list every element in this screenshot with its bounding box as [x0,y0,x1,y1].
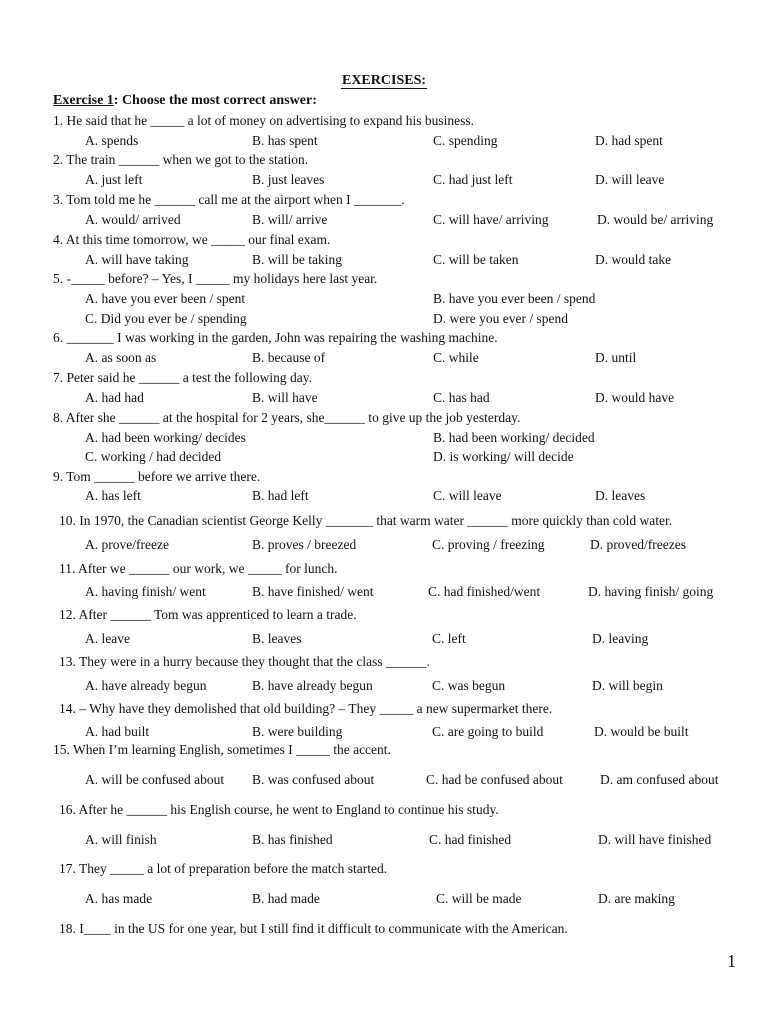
option-6c[interactable]: C. while [433,350,479,365]
option-5c[interactable]: C. Did you ever be / spending [85,311,247,326]
option-12b[interactable]: B. leaves [252,631,302,646]
option-10a[interactable]: A. prove/freeze [85,537,169,552]
option-4c[interactable]: C. will be taken [433,252,519,267]
page-number: 1 [727,951,736,971]
exercise-number: Exercise 1 [53,93,114,108]
option-8c[interactable]: C. working / had decided [85,449,222,464]
question-12: 12. After ______ Tom was apprenticed to learn a trade. [59,607,357,622]
option-12c[interactable]: C. left [432,631,466,646]
question-13: 13. They were in a hurry because they thought that the class ______. [59,654,430,669]
option-2b[interactable]: B. just leaves [252,172,325,187]
option-12a[interactable]: A. leave [85,631,130,646]
option-17a[interactable]: A. has made [85,891,153,906]
option-4b[interactable]: B. will be taking [252,252,342,267]
option-11a[interactable]: A. having finish/ went [85,584,206,599]
option-9a[interactable]: A. has left [85,488,141,503]
option-15b[interactable]: B. was confused about [252,772,375,787]
option-2d[interactable]: D. will leave [595,172,665,187]
option-10d[interactable]: D. proved/freezes [590,537,686,552]
question-9: 9. Tom ______ before we arrive there. [53,469,261,484]
option-16a[interactable]: A. will finish [85,832,157,847]
option-16d[interactable]: D. will have finished [598,832,712,847]
question-1: 1. He said that he _____ a lot of money on advertising to expand his business. [53,113,475,128]
question-11: 11. After we ______ our work, we _____ for lunch. [59,561,338,576]
option-10b[interactable]: B. proves / breezed [252,537,357,552]
option-9c[interactable]: C. will leave [433,488,502,503]
question-4: 4. At this time tomorrow, we _____ our final exam. [53,232,331,247]
question-14: 14. – Why have they demolished that old building? – They _____ a new supermarket there. [59,701,553,716]
option-6d[interactable]: D. until [595,350,637,365]
question-6: 6. _______ I was working in the garden, John was repairing the washing machine. [53,330,498,345]
option-8a[interactable]: A. had been working/ decides [85,430,246,445]
option-8d[interactable]: D. is working/ will decide [433,449,574,464]
option-3b[interactable]: B. will/ arrive [252,212,328,227]
option-15a[interactable]: A. will be confused about [85,772,225,787]
option-10c[interactable]: C. proving / freezing [432,537,545,552]
option-4d[interactable]: D. would take [595,252,672,267]
option-3c[interactable]: C. will have/ arriving [433,212,549,227]
option-13d[interactable]: D. will begin [592,678,663,693]
option-2a[interactable]: A. just left [85,172,143,187]
option-3d[interactable]: D. would be/ arriving [597,212,714,227]
option-1a[interactable]: A. spends [85,133,139,148]
exercise-heading [53,93,317,109]
question-7: 7. Peter said he ______ a test the following day. [53,370,312,385]
option-2c[interactable]: C. had just left [433,172,513,187]
option-17c[interactable]: C. will be made [436,891,522,906]
option-7b[interactable]: B. will have [252,390,318,405]
option-16c[interactable]: C. had finished [429,832,512,847]
question-18: 18. I____ in the US for one year, but I still find it difficult to communicate with the American. [59,921,568,936]
option-1c[interactable]: C. spending [433,133,498,148]
option-5b[interactable]: B. have you ever been / spend [433,291,596,306]
question-2: 2. The train ______ when we got to the station. [53,152,309,167]
question-8: 8. After she ______ at the hospital for 2 years, she______ to give up the job yesterday. [53,410,521,425]
option-7a[interactable]: A. had had [85,390,144,405]
option-17d[interactable]: D. are making [598,891,675,906]
option-17b[interactable]: B. had made [252,891,320,906]
option-11d[interactable]: D. having finish/ going [588,584,714,599]
option-13b[interactable]: B. have already begun [252,678,373,693]
question-15: 15. When I’m learning English, sometimes I _____ the accent. [53,742,391,757]
question-10: 10. In 1970, the Canadian scientist George Kelly _______ that warm water ______ more quickly than cold water. [59,513,673,528]
option-1b[interactable]: B. has spent [252,133,318,148]
question-17: 17. They _____ a lot of preparation before the match started. [59,861,388,876]
option-8b[interactable]: B. had been working/ decided [433,430,595,445]
option-11b[interactable]: B. have finished/ went [252,584,374,599]
option-14c[interactable]: C. are going to build [432,724,544,739]
option-14a[interactable]: A. had built [85,724,150,739]
option-3a[interactable]: A. would/ arrived [85,212,181,227]
option-11c[interactable]: C. had finished/went [428,584,541,599]
option-1d[interactable]: D. had spent [595,133,663,148]
option-6a[interactable]: A. as soon as [85,350,157,365]
option-13a[interactable]: A. have already begun [85,678,207,693]
option-15d[interactable]: D. am confused about [600,772,719,787]
option-6b[interactable]: B. because of [252,350,326,365]
option-15c[interactable]: C. had be confused about [426,772,563,787]
option-14d[interactable]: D. would be built [594,724,689,739]
option-12d[interactable]: D. leaving [592,631,649,646]
option-16b[interactable]: B. has finished [252,832,333,847]
question-3: 3. Tom told me he ______ call me at the airport when I _______. [53,192,405,207]
exercise-instruction: : Choose the most correct answer: [113,93,317,108]
option-9d[interactable]: D. leaves [595,488,646,503]
question-16: 16. After he ______ his English course, he went to England to continue his study. [59,802,499,817]
question-5: 5. -_____ before? – Yes, I _____ my holidays here last year. [53,271,378,286]
option-5d[interactable]: D. were you ever / spend [433,311,568,326]
option-5a[interactable]: A. have you ever been / spent [85,291,246,306]
option-9b[interactable]: B. had left [252,488,309,503]
option-4a[interactable]: A. will have taking [85,252,189,267]
option-7c[interactable]: C. has had [433,390,490,405]
option-14b[interactable]: B. were building [252,724,343,739]
option-7d[interactable]: D. would have [595,390,675,405]
page-title: EXERCISES: [341,73,427,88]
option-13c[interactable]: C. was begun [432,678,506,693]
